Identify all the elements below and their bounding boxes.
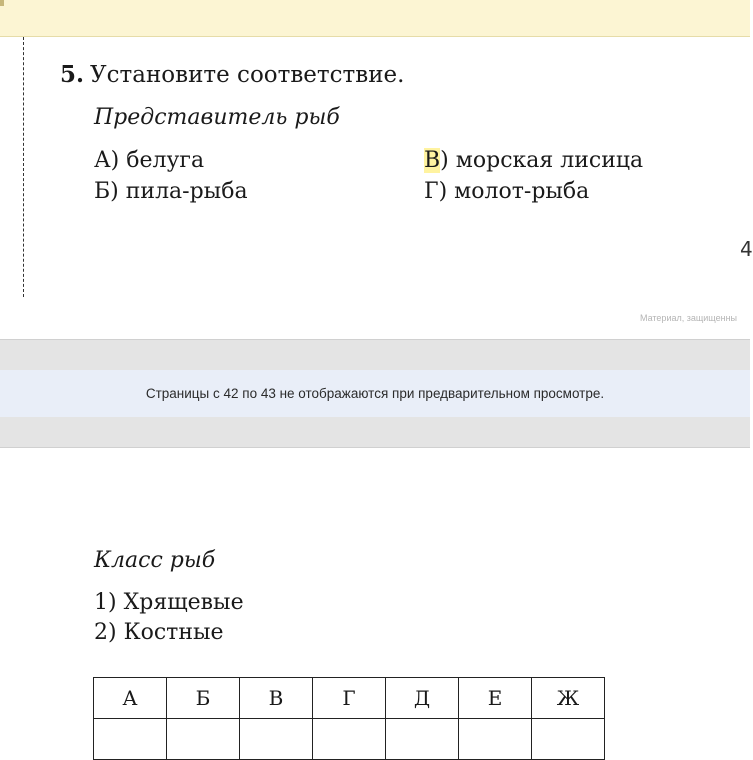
document-page <box>0 37 753 339</box>
option-g <box>424 179 589 204</box>
question-number: 5. <box>60 61 85 88</box>
answer-cell <box>532 719 605 760</box>
answer-cell <box>386 719 459 760</box>
document-page <box>0 448 750 750</box>
answer-table-header-row <box>94 678 605 719</box>
question-title <box>60 61 404 88</box>
option-letter-highlighted: В <box>424 148 441 173</box>
preview-notice-text: Страницы с 42 по 43 не отображаются при предварительном просмотре. <box>145 386 605 401</box>
option-letter: Г <box>424 179 439 204</box>
option-b <box>94 179 248 204</box>
class-item: 1) Хрящевые <box>94 590 244 615</box>
answer-header-cell: Б <box>167 678 240 719</box>
answer-header-cell: Д <box>386 678 459 719</box>
answer-cell <box>167 719 240 760</box>
preview-notice-banner <box>0 370 750 417</box>
answer-header-cell: Г <box>313 678 386 719</box>
option-letter: Б <box>94 179 111 204</box>
option-v <box>424 148 643 173</box>
option-text: ) белуга <box>110 148 205 173</box>
answer-table-answer-row <box>94 719 605 760</box>
cut-line <box>23 37 24 297</box>
page-gap <box>0 417 750 448</box>
top-toolbar <box>0 0 750 37</box>
option-text: ) молот-рыба <box>438 179 590 204</box>
question-prompt: Установите соответствие. <box>90 62 405 88</box>
option-text: ) морская лисица <box>440 148 644 173</box>
watermark-text: Материал, защищенны <box>640 313 738 323</box>
answer-header-cell: Ж <box>532 678 605 719</box>
toolbar-marker <box>0 0 4 6</box>
answer-table <box>93 677 605 760</box>
answer-cell <box>459 719 532 760</box>
option-letter: А <box>94 148 111 173</box>
fish-representative-heading: Представитель рыб <box>94 105 340 130</box>
page-number: 4 <box>740 237 753 261</box>
option-a <box>94 148 204 173</box>
answer-cell <box>94 719 167 760</box>
fish-class-heading: Класс рыб <box>94 548 216 573</box>
answer-header-cell: В <box>240 678 313 719</box>
answer-cell <box>313 719 386 760</box>
answer-cell <box>240 719 313 760</box>
option-text: ) пила-рыба <box>110 179 248 204</box>
class-item: 2) Костные <box>94 620 224 645</box>
answer-header-cell: А <box>94 678 167 719</box>
page-gap <box>0 339 750 371</box>
answer-header-cell: Е <box>459 678 532 719</box>
